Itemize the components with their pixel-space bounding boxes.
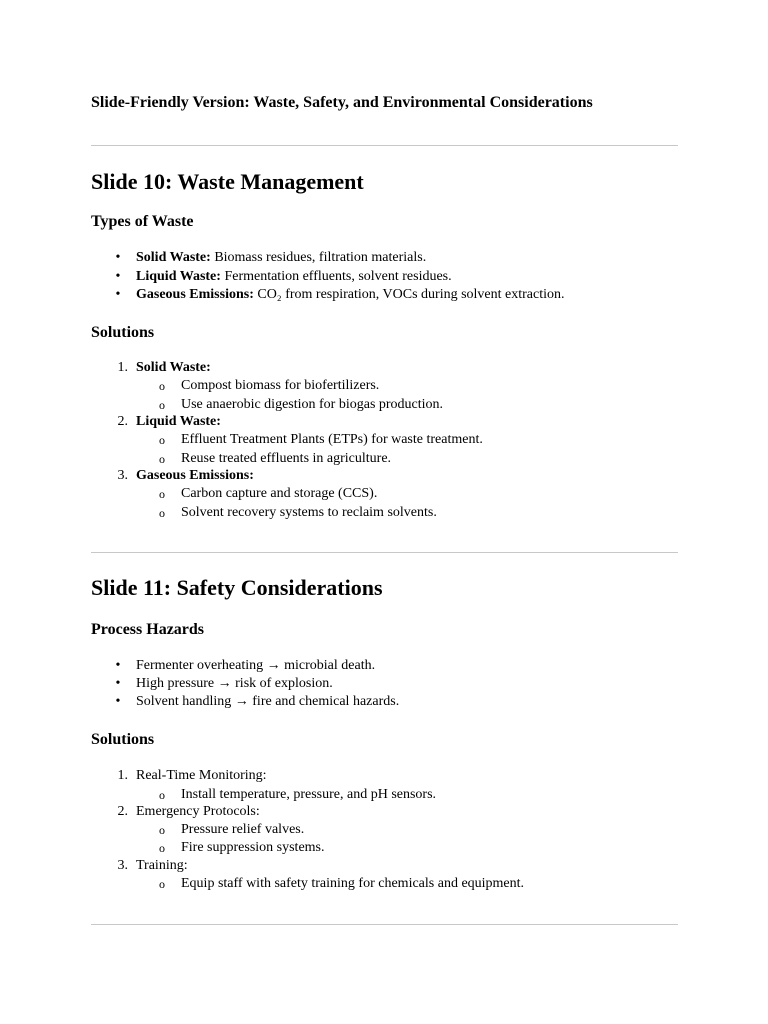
solutions-heading: Solutions bbox=[91, 731, 155, 748]
sub-bullet-icon: o bbox=[159, 398, 165, 412]
solution-label: Training: bbox=[136, 858, 188, 873]
list-number: 2. bbox=[117, 804, 128, 819]
list-number: 3. bbox=[117, 858, 128, 873]
item-text: Fermentation effluents, solvent residues. bbox=[220, 269, 452, 284]
sub-bullet-icon: o bbox=[159, 841, 165, 855]
list-number: 3. bbox=[117, 468, 128, 483]
types-of-waste-heading: Types of Waste bbox=[91, 213, 194, 230]
sub-bullet-icon: o bbox=[159, 506, 165, 520]
bullet-icon: • bbox=[115, 287, 121, 302]
list-item bbox=[136, 268, 452, 286]
sub-bullet-icon: o bbox=[159, 379, 165, 393]
solution-label: Gaseous Emissions: bbox=[136, 468, 254, 483]
list-item: Fermenter overheating → microbial death. bbox=[136, 658, 376, 673]
solution-label: Real-Time Monitoring: bbox=[136, 768, 267, 783]
document-title: Slide-Friendly Version: Waste, Safety, and Environmental Considerations bbox=[91, 94, 593, 111]
sub-bullet-icon: o bbox=[159, 877, 165, 891]
list-item: High pressure → risk of explosion. bbox=[136, 676, 333, 691]
sub-list-item: Use anaerobic digestion for biogas production. bbox=[181, 397, 444, 412]
list-number: 1. bbox=[117, 768, 128, 783]
divider bbox=[91, 924, 678, 925]
divider bbox=[91, 145, 678, 146]
bullet-icon: • bbox=[115, 694, 121, 709]
sub-bullet-icon: o bbox=[159, 788, 165, 802]
sub-list-item: Reuse treated effluents in agriculture. bbox=[181, 451, 392, 466]
sub-list-item: Install temperature, pressure, and pH sensors. bbox=[181, 787, 437, 802]
bullet-icon: • bbox=[115, 269, 121, 284]
sub-list-item: Equip staff with safety training for chemicals and equipment. bbox=[181, 876, 525, 891]
list-item: Solvent handling → fire and chemical hazards. bbox=[136, 694, 400, 709]
sub-list-item: Solvent recovery systems to reclaim solvents. bbox=[181, 505, 437, 520]
item-label: Gaseous Emissions: bbox=[136, 287, 254, 302]
sub-bullet-icon: o bbox=[159, 433, 165, 447]
list-item bbox=[136, 286, 565, 304]
process-hazards-heading: Process Hazards bbox=[91, 621, 205, 638]
list-number: 1. bbox=[117, 360, 128, 375]
sub-bullet-icon: o bbox=[159, 452, 165, 466]
slide-10-heading: Slide 10: Waste Management bbox=[91, 169, 364, 194]
solutions-heading: Solutions bbox=[91, 324, 155, 341]
bullet-icon: • bbox=[115, 250, 121, 265]
sub-list-item: Compost biomass for biofertilizers. bbox=[181, 378, 380, 393]
sub-list-item: Fire suppression systems. bbox=[181, 840, 325, 855]
solution-label: Liquid Waste: bbox=[136, 414, 221, 429]
sub-bullet-icon: o bbox=[159, 823, 165, 837]
sub-list-item: Carbon capture and storage (CCS). bbox=[181, 486, 378, 501]
sub-bullet-icon: o bbox=[159, 487, 165, 501]
list-number: 2. bbox=[117, 414, 128, 429]
solution-label: Solid Waste: bbox=[136, 360, 211, 375]
item-text: CO₂ from respiration, VOCs during solvent extraction. bbox=[253, 287, 565, 302]
divider bbox=[91, 552, 678, 553]
solution-label: Emergency Protocols: bbox=[136, 804, 260, 819]
item-label: Liquid Waste: bbox=[136, 269, 221, 284]
item-text: Biomass residues, filtration materials. bbox=[210, 250, 427, 265]
sub-list-item: Pressure relief valves. bbox=[181, 822, 305, 837]
bullet-icon: • bbox=[115, 658, 121, 673]
list-item bbox=[136, 249, 426, 267]
sub-list-item: Effluent Treatment Plants (ETPs) for waste treatment. bbox=[181, 432, 483, 447]
item-label: Solid Waste: bbox=[136, 250, 211, 265]
bullet-icon: • bbox=[115, 676, 121, 691]
slide-11-heading: Slide 11: Safety Considerations bbox=[91, 575, 383, 600]
